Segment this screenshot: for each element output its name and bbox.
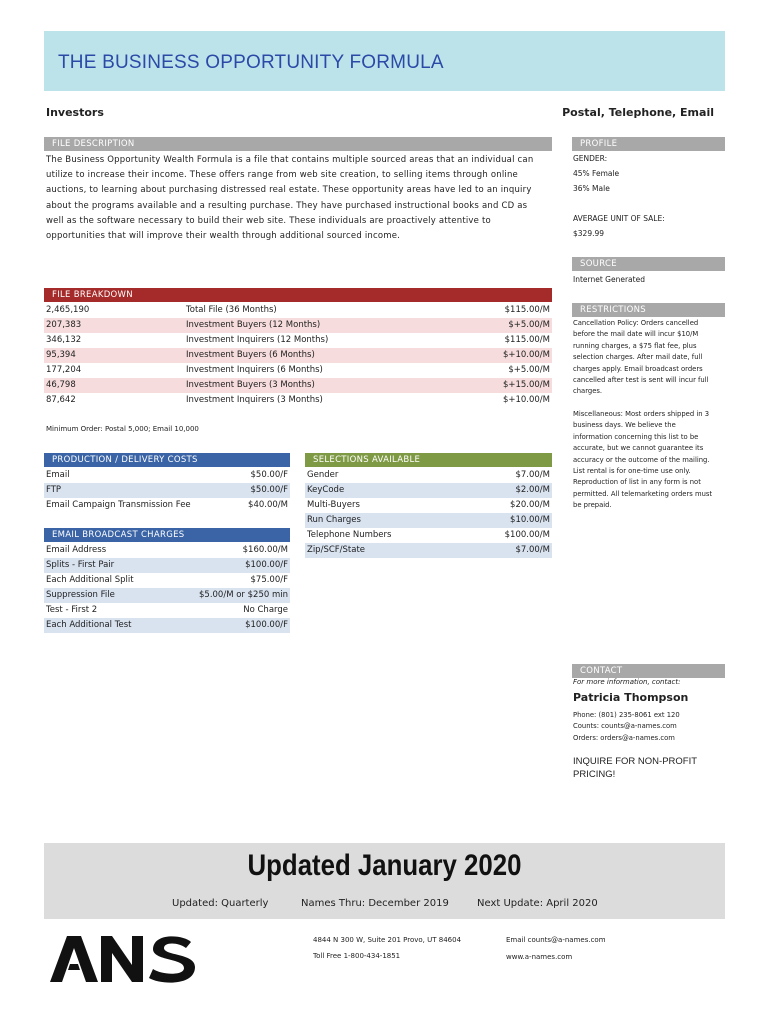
restriction-line: information concerning this list to be [573,432,699,441]
row-price: $50.00/F [250,470,288,480]
profile-section [573,151,723,241]
row-name: Splits - First Pair [46,560,115,570]
company-email[interactable]: Email counts@a-names.com [506,936,606,944]
ans-logo-mark [50,934,195,984]
company-address: 4844 N 300 W, Suite 201 Provo, UT 84604 [313,936,462,944]
row-count: 87,642 [46,395,76,405]
gender-label: GENDER: [573,154,608,163]
row-name: Zip/SCF/State [307,545,366,555]
nonprofit-line: PRICING! [573,769,616,780]
file-description-header: FILE DESCRIPTION [44,137,552,151]
selections-table [305,468,552,558]
row-name: FTP [46,485,62,495]
description-line: opportunities that will improve their wealth through additional sourced income. [46,231,401,242]
row-price: $2.00/M [515,485,550,495]
restriction-line: be prepaid. [573,501,612,510]
production-header: PRODUCTION / DELIVERY COSTS [44,453,290,467]
row-description: Investment Buyers (3 Months) [186,380,315,390]
row-price: $75.00/F [250,575,288,585]
row-description: Investment Buyers (6 Months) [186,350,315,360]
restriction-line: accurate, but we cannot guarantee its [573,444,704,453]
contact-phone: Phone: (801) 235-8061 ext 120 [573,711,680,719]
table-row [305,513,552,528]
table-row [44,348,552,363]
file-breakdown-table [44,303,552,408]
updated-title: Updated January 2020 [247,849,522,882]
row-count: 46,798 [46,380,76,390]
description-line: utilize to increase their income. These offers range from web site creation, to selling items through online [46,170,518,181]
restriction-line: Reproduction of list in any form is not [573,478,701,487]
row-name: Each Additional Test [46,620,132,630]
row-description: Investment Inquirers (12 Months) [186,335,329,345]
file-breakdown-header: FILE BREAKDOWN [44,288,552,302]
restriction-line: cancelled after test is sent will incur full [573,376,709,385]
restriction-line: business days. We believe the [573,421,676,430]
table-row [44,573,290,588]
row-description: Investment Inquirers (3 Months) [186,395,323,405]
restriction-line: permitted. All telemarketing orders must [573,489,713,498]
names-thru: Names Thru: December 2019 [301,898,449,909]
description-line: well as the software necessary to build their web site. These individuals are proactively attentive to [46,215,491,226]
next-update: Next Update: April 2020 [477,898,598,909]
row-description: Investment Inquirers (6 Months) [186,365,323,375]
email-broadcast-header: EMAIL BROADCAST CHARGES [44,528,290,542]
row-count: 346,132 [46,335,82,345]
title-banner [44,31,725,91]
file-description-text [46,153,552,244]
restriction-line: selection charges. After mail date, full [573,353,703,362]
profile-header: PROFILE [572,137,725,151]
row-price: $7.00/M [515,470,550,480]
contact-name: Patricia Thompson [573,691,689,704]
contact-details [573,710,680,744]
row-count: 207,383 [46,320,82,330]
table-row [44,303,552,318]
table-row [44,618,290,633]
row-description: Investment Buyers (12 Months) [186,320,321,330]
table-row [44,393,552,408]
row-price: $+5.00/M [508,365,550,375]
row-name: Email [46,470,70,480]
restrictions-header: RESTRICTIONS [572,303,725,317]
selections-header: SELECTIONS AVAILABLE [305,453,552,467]
description-line: auctions, to learning about purchasing distressed real estate. These opportunity areas have led to an inquiry [46,185,532,196]
nonprofit-line: INQUIRE FOR NON-PROFIT [573,756,698,767]
table-row [44,468,290,483]
row-name: KeyCode [307,485,345,495]
row-price: $160.00/M [242,545,288,555]
table-row [44,333,552,348]
row-price: $+10.00/M [502,350,550,360]
table-row [305,528,552,543]
update-frequency: Updated: Quarterly [172,898,269,909]
table-row [44,498,290,513]
miscellaneous-policy [573,409,725,512]
ans-logo [50,934,195,984]
row-price: $40.00/M [248,500,288,510]
table-row [44,483,290,498]
table-row [305,483,552,498]
row-price: $+5.00/M [508,320,550,330]
row-price: $100.00/F [245,560,288,570]
row-price: $7.00/M [515,545,550,555]
row-price: No Charge [243,605,288,615]
row-price: $5.00/M or $250 min [199,590,288,600]
restriction-line: charges apply. Email broadcast orders [573,364,703,373]
unit-of-sale-label: AVERAGE UNIT OF SALE: [573,214,665,223]
restriction-line: Cancellation Policy: Orders cancelled [573,319,699,327]
description-line: The Business Opportunity Wealth Formula is a file that contains multiple sourced areas that an individual can [46,155,534,165]
source-header: SOURCE [572,257,725,271]
restriction-line: running charges, a $75 flat fee, plus [573,341,697,350]
row-name: Multi-Buyers [307,500,360,510]
table-row [44,318,552,333]
row-description: Total File (36 Months) [186,305,277,315]
minimum-order: Minimum Order: Postal 5,000; Email 10,000 [46,425,199,433]
row-name: Suppression File [46,590,115,600]
company-tollfree: Toll Free 1-800-434-1851 [313,952,401,960]
row-name: Run Charges [307,515,361,525]
cancellation-policy [573,318,725,398]
male-percent: 36% Male [573,184,610,193]
table-row [305,498,552,513]
row-price: $115.00/M [504,305,550,315]
row-name: Gender [307,470,339,480]
list-channels: Postal, Telephone, Email [562,106,714,119]
table-row [305,468,552,483]
table-row [44,543,290,558]
row-name: Each Additional Split [46,575,134,585]
table-row [44,588,290,603]
row-name: Test - First 2 [46,605,98,615]
table-row [44,363,552,378]
source-value: Internet Generated [573,275,645,284]
restriction-line: charges. [573,387,603,396]
company-website[interactable]: www.a-names.com [506,953,573,961]
page-title: THE BUSINESS OPPORTUNITY FORMULA [58,52,444,73]
email-broadcast-table [44,543,290,633]
row-price: $20.00/M [510,500,550,510]
row-price: $50.00/F [250,485,288,495]
table-row [44,378,552,393]
restriction-line: Miscellaneous: Most orders shipped in 3 [573,410,710,418]
row-count: 95,394 [46,350,76,360]
description-line: about the programs available and a resulting purchase. They have purchased instructional books and CD as [46,200,528,211]
list-category: Investors [46,106,104,119]
row-price: $+15.00/M [502,380,550,390]
row-price: $10.00/M [510,515,550,525]
row-price: $115.00/M [504,335,550,345]
table-row [44,558,290,573]
row-count: 177,204 [46,365,82,375]
row-name: Email Campaign Transmission Fee [46,500,191,510]
row-name: Telephone Numbers [307,530,392,540]
production-table [44,468,290,513]
row-price: $+10.00/M [502,395,550,405]
contact-header: CONTACT [572,664,725,678]
contact-counts-email[interactable]: Counts: counts@a-names.com [573,722,677,731]
contact-intro: For more information, contact: [573,678,681,686]
contact-orders-email[interactable]: Orders: orders@a-names.com [573,733,675,742]
update-footer [44,843,725,919]
unit-of-sale-value: $329.99 [573,229,605,238]
table-row [44,603,290,618]
row-name: Email Address [46,545,107,555]
row-count: 2,465,190 [46,305,90,315]
row-price: $100.00/M [504,530,550,540]
restriction-line: List rental is for one-time use only. [573,467,691,476]
restriction-line: accuracy or the outcome of the mailing. [573,455,710,464]
female-percent: 45% Female [573,169,620,178]
restriction-line: before the mail date will incur $10/M [573,330,699,339]
row-price: $100.00/F [245,620,288,630]
table-row [305,543,552,558]
nonprofit-note [573,755,697,781]
